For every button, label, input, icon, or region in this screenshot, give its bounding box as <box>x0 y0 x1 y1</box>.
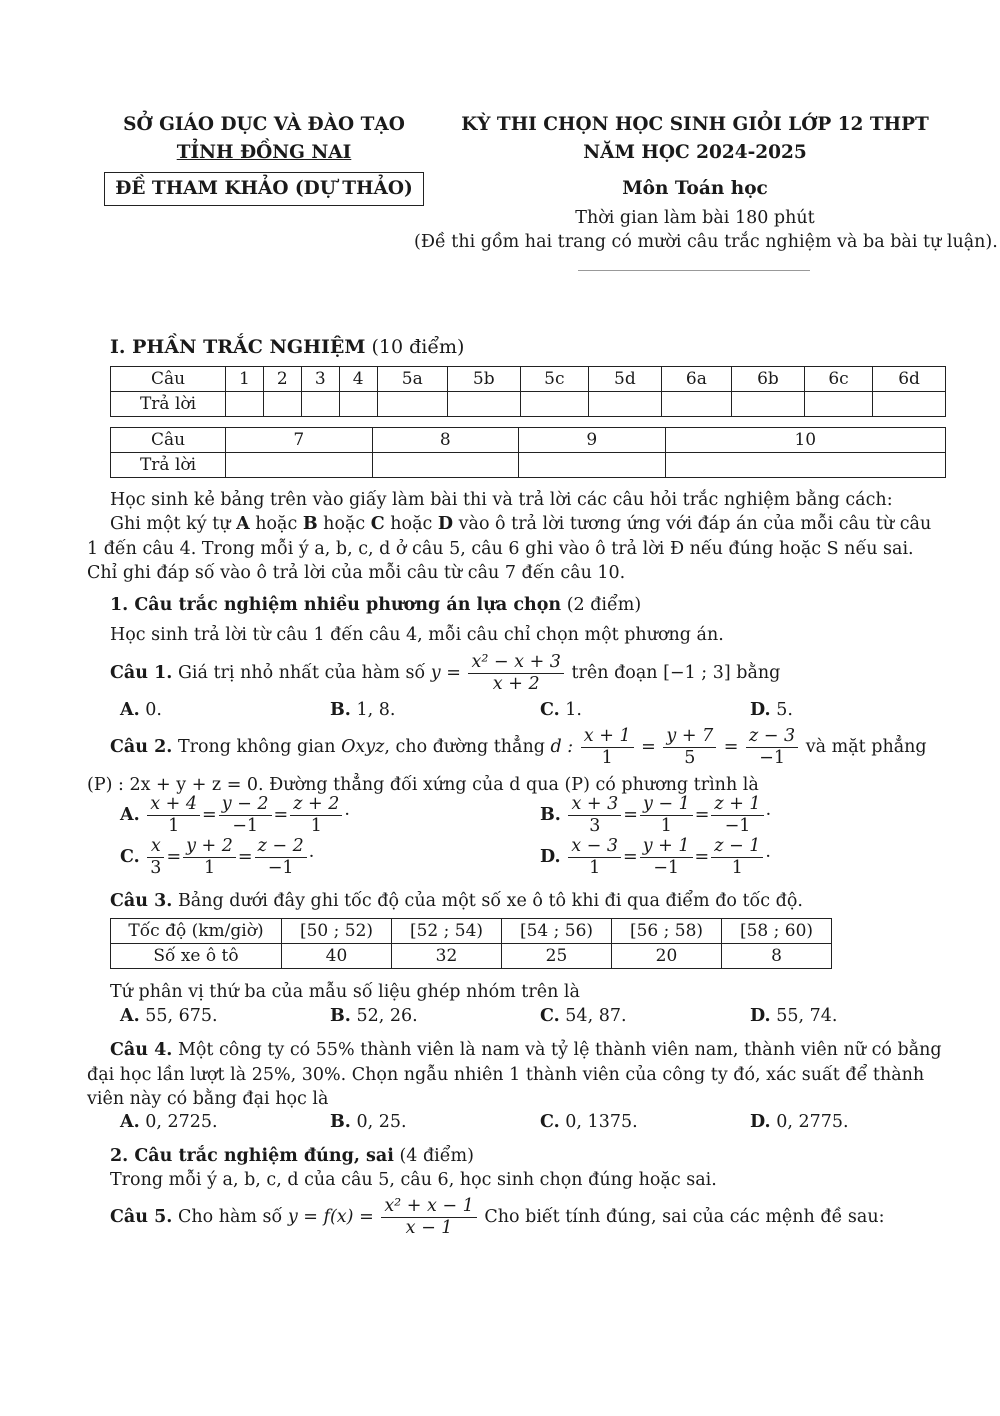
fraction-denominator: −1 <box>267 858 294 878</box>
answer-cell[interactable] <box>226 453 373 478</box>
q3-option-c[interactable] <box>540 1004 627 1028</box>
q1-option-a[interactable] <box>120 698 162 722</box>
speed-table <box>110 918 832 969</box>
section2-points: (4 điểm) <box>399 1146 474 1166</box>
table-cell: 6c <box>804 367 872 392</box>
fraction-numerator: y − 1 <box>640 794 693 816</box>
table-cell: 3 <box>301 367 339 392</box>
exam-year: NĂM HỌC 2024-2025 <box>583 142 807 163</box>
table-cell: 6b <box>732 367 805 392</box>
option-key: C. <box>540 700 560 720</box>
fraction <box>219 794 272 837</box>
option-key: C. <box>540 1006 560 1026</box>
question-2-d: d : <box>550 737 574 757</box>
table-cell: 6a <box>661 367 731 392</box>
fraction-numerator: x + 3 <box>568 794 621 816</box>
option-key: C. <box>540 1112 560 1132</box>
fraction-denominator: 3 <box>589 816 601 836</box>
fraction <box>568 836 621 879</box>
question-5-label: Câu 5. <box>110 1207 173 1227</box>
fraction-numerator: z − 1 <box>711 836 763 858</box>
fraction-numerator: x² − x + 3 <box>468 652 563 674</box>
table-cell: 6d <box>873 367 946 392</box>
answer-cell[interactable] <box>263 392 301 417</box>
question-5-fraction <box>381 1196 476 1239</box>
table-cell: [54 ; 56) <box>502 919 612 944</box>
section1-title-text: 1. Câu trắc nghiệm nhiều phương án lựa chọn <box>110 595 562 615</box>
letter-a: A <box>236 514 250 534</box>
question-4 <box>87 1038 945 1112</box>
q2-fraction-2 <box>663 726 716 769</box>
fraction <box>711 836 763 879</box>
table-cell: [52 ; 54) <box>392 919 502 944</box>
q3-option-b[interactable] <box>330 1004 418 1028</box>
table-cell: 9 <box>519 428 666 453</box>
fraction-numerator: z + 2 <box>290 794 342 816</box>
question-1-text-b: trên đoạn [−1 ; 3] bằng <box>571 663 781 683</box>
exam-time: Thời gian làm bài 180 phút <box>575 208 815 228</box>
section1-points: (2 điểm) <box>566 595 642 615</box>
table-cell: 8 <box>722 944 832 969</box>
fraction-denominator: 1 <box>310 816 322 836</box>
instruction-2-or: hoặc <box>384 514 438 534</box>
question-2-label: Câu 2. <box>110 737 173 757</box>
answer-table-1-qrow <box>111 367 946 392</box>
q2-option-a[interactable]: A. $\frac{x + 4}{1}$ = $\frac{y - 2}{-1}$ = $\frac{z + 2}{1}$ · <box>120 794 350 836</box>
letter-d: D <box>437 514 454 534</box>
table-cell: Trả lời <box>111 392 226 417</box>
header-draft-box: ĐỀ THAM KHẢO (DỰ THẢO) <box>104 172 424 206</box>
table-cell: [56 ; 58) <box>612 919 722 944</box>
option-key: D. <box>540 847 561 867</box>
q4-option-d[interactable] <box>750 1110 849 1134</box>
part1-title-text: I. PHẦN TRẮC NGHIỆM <box>110 336 366 358</box>
fraction-denominator: x + 2 <box>492 674 540 694</box>
table-cell: Câu <box>111 367 226 392</box>
table-cell: 8 <box>372 428 519 453</box>
table-cell: 10 <box>665 428 945 453</box>
option-value: 1, 8. <box>356 700 396 720</box>
table-cell: 40 <box>282 944 392 969</box>
fraction-numerator: z − 2 <box>255 836 307 858</box>
fraction-denominator: −1 <box>232 816 259 836</box>
section2-title-text: 2. Câu trắc nghiệm đúng, sai <box>110 1146 394 1166</box>
header-province: TỈNH ĐỒNG NAI <box>176 142 352 163</box>
fraction-denominator: 5 <box>684 748 696 768</box>
question-3-label: Câu 3. <box>110 891 173 911</box>
fraction <box>255 836 307 879</box>
header-dept: SỞ GIÁO DỤC VÀ ĐÀO TẠO <box>123 114 405 135</box>
answer-table-2-qrow <box>111 428 946 453</box>
option-key: D. <box>750 1112 771 1132</box>
fraction-numerator: z + 1 <box>711 794 763 816</box>
option-value: 54, 87. <box>565 1006 627 1026</box>
section2-intro: Trong mỗi ý a, b, c, d của câu 5, câu 6, học sinh chọn đúng hoặc sai. <box>110 1170 717 1190</box>
table-cell: Tốc độ (km/giờ) <box>111 919 282 944</box>
question-2-text-b: , cho đường thẳng <box>384 737 545 757</box>
fraction-denominator: −1 <box>759 748 785 768</box>
option-value: 52, 26. <box>356 1006 418 1026</box>
option-key: A. <box>120 700 140 720</box>
answer-cell[interactable] <box>447 392 520 417</box>
fraction-numerator: y + 7 <box>663 726 716 748</box>
exam-note: (Đề thi gồm hai trang có mười câu trắc nghiệm và ba bài tự luận). <box>414 232 998 252</box>
exam-title: KỲ THI CHỌN HỌC SINH GIỎI LỚP 12 THPT <box>461 114 929 135</box>
q4-option-a[interactable] <box>120 1110 218 1134</box>
option-key: B. <box>330 1112 351 1132</box>
fraction-numerator: y + 1 <box>640 836 693 858</box>
fraction <box>640 794 693 837</box>
fraction-numerator: x² + x − 1 <box>381 1196 476 1218</box>
question-1-text-a: Giá trị nhỏ nhất của hàm số <box>177 663 426 683</box>
answer-cell[interactable] <box>520 392 588 417</box>
fraction-denominator: 1 <box>589 858 601 878</box>
q4-option-c[interactable] <box>540 1110 638 1134</box>
fraction-numerator: x <box>147 836 164 858</box>
fraction-denominator: 1 <box>168 816 180 836</box>
table-cell: 32 <box>392 944 502 969</box>
q1-option-c[interactable] <box>540 698 582 722</box>
table-cell: Câu <box>111 428 226 453</box>
answer-cell[interactable] <box>665 453 945 478</box>
q1-option-d[interactable] <box>750 698 793 722</box>
letter-b: B <box>302 514 318 534</box>
fraction-denominator: 1 <box>731 858 743 878</box>
question-2-text-a: Trong không gian <box>177 737 336 757</box>
question-2: Câu 2. Trong không gian Oxyz, cho đường thẳng d : $\frac{x + 1}{1}$ = $\frac{y + 7}{5}$ = $\frac{z - 3}{-1}$ và mặt phẳng <box>110 726 927 768</box>
option-key: D. <box>750 700 771 720</box>
question-5-text-b: Cho biết tính đúng, sai của các mệnh đề sau: <box>484 1207 885 1227</box>
table-cell: 5c <box>520 367 588 392</box>
question-1-label: Câu 1. <box>110 663 173 683</box>
fraction <box>147 836 164 879</box>
answer-cell[interactable] <box>661 392 731 417</box>
instruction-1: Học sinh kẻ bảng trên vào giấy làm bài thi và trả lời các câu hỏi trắc nghiệm bằng cách: <box>110 490 893 510</box>
answer-cell[interactable] <box>519 453 666 478</box>
answer-cell[interactable] <box>377 392 447 417</box>
answer-table-2 <box>110 427 946 478</box>
option-value: 55, 74. <box>776 1006 838 1026</box>
fraction-numerator: y + 2 <box>183 836 236 858</box>
letter-c: C <box>370 514 385 534</box>
option-value: 1. <box>565 700 582 720</box>
option-value: 0. <box>145 700 162 720</box>
question-5-text-a: Cho hàm số <box>177 1207 283 1227</box>
option-value: 5. <box>776 700 793 720</box>
question-1-yeq: y = <box>430 663 461 683</box>
table-cell: 7 <box>226 428 373 453</box>
instruction-2-a: Ghi một ký tự <box>110 514 237 534</box>
fraction-denominator: x − 1 <box>405 1218 453 1238</box>
section2-title <box>110 1144 474 1168</box>
fraction <box>183 836 236 879</box>
exam-subject: Môn Toán học <box>622 178 768 199</box>
instruction-2-or: hoặc <box>317 514 371 534</box>
q2-option-c[interactable]: C. $\frac{x}{3}$ = $\frac{y + 2}{1}$ = $\frac{z - 2}{-1}$ · <box>120 836 315 878</box>
option-value: 0, 2725. <box>145 1112 218 1132</box>
answer-cell[interactable] <box>804 392 872 417</box>
table-cell: Số xe ô tô <box>111 944 282 969</box>
part1-points: (10 điểm) <box>371 336 465 358</box>
table-cell: 5d <box>589 367 662 392</box>
option-key: A. <box>120 1112 140 1132</box>
fraction-denominator: 1 <box>660 816 672 836</box>
q2-option-d[interactable]: D. $\frac{x - 3}{1}$ = $\frac{y + 1}{-1}$ = $\frac{z - 1}{1}$ · <box>540 836 771 878</box>
table-row <box>111 919 832 944</box>
q1-option-b[interactable] <box>330 698 395 722</box>
option-key: B. <box>330 700 351 720</box>
question-1 <box>110 652 780 695</box>
option-value: 0, 1375. <box>565 1112 638 1132</box>
question-5-yeq: y = f(x) = <box>287 1207 374 1227</box>
question-2-line2: (P) : 2x + y + z = 0. Đường thẳng đối xứng của d qua (P) có phương trình là <box>87 775 759 795</box>
answer-cell[interactable] <box>301 392 339 417</box>
question-5 <box>110 1196 885 1239</box>
fraction-numerator: y − 2 <box>219 794 272 816</box>
table-cell: 4 <box>339 367 377 392</box>
q4-option-b[interactable] <box>330 1110 407 1134</box>
table-cell: 2 <box>263 367 301 392</box>
option-key: B. <box>330 1006 351 1026</box>
table-cell: 25 <box>502 944 612 969</box>
fraction <box>711 794 763 837</box>
option-key: A. <box>120 805 140 825</box>
section1-title <box>110 593 641 617</box>
answer-cell[interactable] <box>339 392 377 417</box>
option-key: C. <box>120 847 140 867</box>
option-value: 55, 675. <box>145 1006 218 1026</box>
question-2-text-c: và mặt phẳng <box>805 737 927 757</box>
question-3-after: Tứ phân vị thứ ba của mẫu số liệu ghép nhóm trên là <box>110 982 580 1002</box>
table-cell: 5b <box>447 367 520 392</box>
q3-option-a[interactable] <box>120 1004 218 1028</box>
answer-cell[interactable] <box>589 392 662 417</box>
fraction <box>568 794 621 837</box>
answer-table-1-arow <box>111 392 946 417</box>
fraction-numerator: x + 4 <box>147 794 200 816</box>
fraction-denominator: 1 <box>203 858 216 878</box>
fraction <box>147 794 200 837</box>
question-2-oxyz: Oxyz <box>341 737 385 757</box>
option-key: A. <box>120 1006 140 1026</box>
table-cell: Trả lời <box>111 453 226 478</box>
fraction <box>640 836 693 879</box>
question-3 <box>110 889 803 913</box>
question-4-label: Câu 4. <box>110 1040 173 1060</box>
fraction-numerator: z − 3 <box>746 726 798 748</box>
table-cell: [58 ; 60) <box>722 919 832 944</box>
answer-cell[interactable] <box>372 453 519 478</box>
question-1-fraction <box>468 652 563 695</box>
answer-table-2-arow <box>111 453 946 478</box>
header-divider <box>578 270 810 271</box>
table-cell: 5a <box>377 367 447 392</box>
fraction-denominator: 3 <box>150 858 162 878</box>
instruction-2 <box>87 512 945 586</box>
table-cell: 1 <box>226 367 264 392</box>
fraction <box>290 794 342 837</box>
q2-option-b[interactable]: B. $\frac{x + 3}{3}$ = $\frac{y - 1}{1}$ = $\frac{z + 1}{-1}$ · <box>540 794 772 836</box>
q3-option-d[interactable] <box>750 1004 837 1028</box>
question-3-text: Bảng dưới đây ghi tốc độ của một số xe ô tô khi đi qua điểm đo tốc độ. <box>177 891 803 911</box>
answer-cell[interactable] <box>732 392 805 417</box>
instruction-2-or: hoặc <box>249 514 303 534</box>
q2-fraction-1 <box>581 726 634 769</box>
option-value: 0, 2775. <box>776 1112 849 1132</box>
table-cell: [50 ; 52) <box>282 919 392 944</box>
q2-fraction-3 <box>746 726 798 769</box>
part1-title <box>110 336 464 358</box>
table-row <box>111 944 832 969</box>
instruction-2-c: vào ô trả lời tương ứng với đáp án của mỗi câu từ câu 1 đến câu 4. Trong mỗi ý a, b, c, d ở câu 5, câu 6 ghi vào ô trả lời Đ nếu đúng hoặc S nếu sai. Chỉ ghi đáp số vào ô trả lời của mỗi câu từ câu 7 đến câu 10. <box>87 514 932 583</box>
fraction-denominator: −1 <box>653 858 680 878</box>
option-key: B. <box>540 805 561 825</box>
option-key: D. <box>750 1006 771 1026</box>
option-value: 0, 25. <box>356 1112 407 1132</box>
fraction-denominator: −1 <box>724 816 751 836</box>
fraction-numerator: x + 1 <box>581 726 634 748</box>
answer-table-1 <box>110 366 946 417</box>
fraction-denominator: 1 <box>601 748 613 768</box>
fraction-numerator: x − 3 <box>568 836 621 858</box>
section1-intro: Học sinh trả lời từ câu 1 đến câu 4, mỗi câu chỉ chọn một phương án. <box>110 625 724 645</box>
question-4-text: Một công ty có 55% thành viên là nam và tỷ lệ thành viên nam, thành viên nữ có bằng đại học lần lượt là 25%, 30%. Chọn ngẫu nhiên 1 thành viên của công ty đó, xác suất để thành viên này có bằng đại học là <box>87 1040 942 1109</box>
answer-cell[interactable] <box>873 392 946 417</box>
table-cell: 20 <box>612 944 722 969</box>
answer-cell[interactable] <box>226 392 264 417</box>
